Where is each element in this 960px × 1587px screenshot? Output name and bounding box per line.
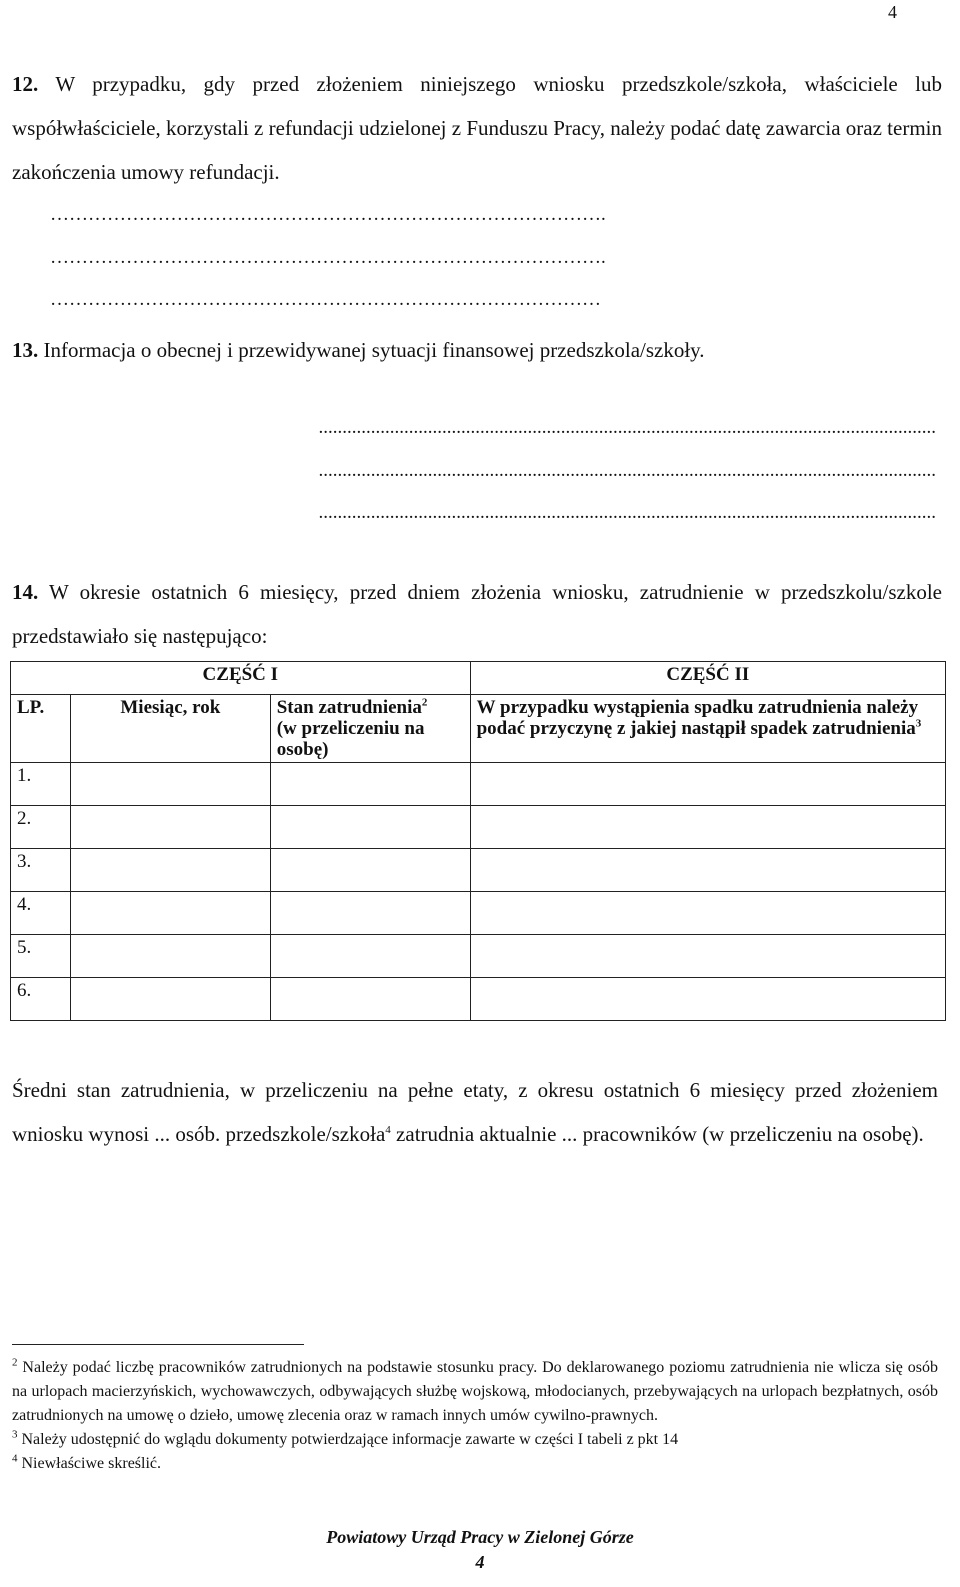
row-month-cell[interactable] [70,935,270,978]
footnote-3-text: Należy udostępnić do wglądu dokumenty potwierdzające informacje zawarte w części I tabeli z pkt 14 [21,1431,679,1448]
row-reason-cell[interactable] [470,935,945,978]
footer-page-number: 4 [475,1552,485,1572]
table-part-1-header: CZĘŚĆ I [11,662,471,695]
row-state-cell[interactable] [270,978,470,1021]
row-state-cell[interactable] [270,892,470,935]
row-state-cell[interactable] [270,935,470,978]
item-13-dots-1: .................................................................................................................................. [318,418,936,438]
col-month-header: Miesiąc, rok [70,695,270,763]
row-reason-cell[interactable] [470,892,945,935]
row-lp: 2. [11,806,71,849]
footer-office: Powiatowy Urząd Pracy w Zielonej Górze [326,1527,634,1547]
row-lp: 3. [11,849,71,892]
row-lp: 1. [11,763,71,806]
table-row [11,935,946,978]
item-12 [12,62,942,194]
col-reason-footnote-mark: 3 [915,717,922,730]
item-12-dots-3: …………………………………………………………………………… [50,289,601,310]
row-state-cell[interactable] [270,806,470,849]
col-lp-header: LP. [11,695,71,763]
table-row [11,806,946,849]
footnote-2 [12,1356,938,1428]
footnote-4-mark: 4 [12,1452,18,1465]
row-state-cell[interactable] [270,849,470,892]
table-part-2-header: CZĘŚĆ II [470,662,945,695]
item-12-number: 12. [12,72,39,96]
table-row [11,978,946,1021]
row-month-cell[interactable] [70,849,270,892]
employment-table [10,661,946,1021]
col-state-header [270,695,470,763]
row-lp: 5. [11,935,71,978]
footnote-2-text: Należy podać liczbę pracowników zatrudnionych na podstawie stosunku pracy. Do deklarowanego poziomu zatrudnienia nie wlicza się osób na urlopach macierzyńskich, wychowawczych, odbywających służbę wojskową, młodocianych, przebywających na urlopach bezpłatnych, osób zatrudnionych na umowę o dzieło, umowę zlecenia oraz w ramach innych umów cywilno-prawnych. [12,1359,939,1424]
row-month-cell[interactable] [70,978,270,1021]
col-state-label: Stan zatrudnienia [276,697,422,718]
summary-footnote-mark: 4 [385,1124,391,1136]
item-13-text: Informacja o obecnej i przewidywanej sytuacji finansowej przedszkola/szkoły. [43,338,705,362]
footnote-2-mark: 2 [12,1356,18,1369]
table-row [11,849,946,892]
col-reason-header [470,695,945,763]
table-row [11,892,946,935]
footnote-3-mark: 3 [12,1428,18,1441]
row-month-cell[interactable] [70,763,270,806]
item-14-number: 14. [12,580,39,604]
footnote-3 [12,1428,938,1452]
row-month-cell[interactable] [70,806,270,849]
footnotes [12,1356,938,1476]
item-13 [12,328,942,372]
item-14-text: W okresie ostatnich 6 miesięcy, przed dniem złożenia wniosku, zatrudnienie w przedszkolu/szkole przedstawiało się następująco: [12,580,942,648]
row-reason-cell[interactable] [470,763,945,806]
item-12-text: W przypadku, gdy przed złożeniem niniejszego wniosku przedszkole/szkoła, właściciele lub współwłaściciele, korzystali z refundacji udzielonej z Funduszu Pracy, należy podać datę zawarcia oraz termin zakończenia umowy refundacji. [12,72,942,184]
item-14 [12,570,942,658]
item-13-dots-3: .................................................................................................................................. [318,503,936,523]
row-state-cell[interactable] [270,763,470,806]
footnote-4 [12,1452,938,1476]
item-13-number: 13. [12,338,39,362]
page-number-top: 4 [888,2,897,22]
col-reason-label: W przypadku wystąpienia spadku zatrudnienia należy podać przyczynę z jakiej nastąpił spadek zatrudnienia [476,697,919,739]
row-lp: 4. [11,892,71,935]
row-month-cell[interactable] [70,892,270,935]
table-row [11,763,946,806]
item-13-dots-2: .................................................................................................................................. [318,461,936,481]
row-reason-cell[interactable] [470,978,945,1021]
col-state-footnote-mark: 2 [421,696,428,709]
row-lp: 6. [11,978,71,1021]
employment-summary [12,1068,938,1156]
row-reason-cell[interactable] [470,806,945,849]
footnote-4-text: Niewłaściwe skreślić. [21,1455,162,1472]
page-footer [0,1522,960,1572]
row-reason-cell[interactable] [470,849,945,892]
item-12-dots-2: ……………………………………………………………………………. [50,247,606,268]
footnote-separator [12,1344,304,1345]
summary-text-1: Średni stan zatrudnienia, w przeliczeniu na pełne etaty, z okresu ostatnich 6 miesięcy przed złożeniem wniosku wynosi ... osób. przedszkole/szkoła [12,1078,938,1146]
item-12-dots-1: ……………………………………………………………………………. [50,204,606,225]
summary-text-2: zatrudnia aktualnie ... pracowników (w przeliczeniu na osobę). [396,1122,924,1146]
col-state-note: (w przeliczeniu na osobę) [276,718,425,760]
